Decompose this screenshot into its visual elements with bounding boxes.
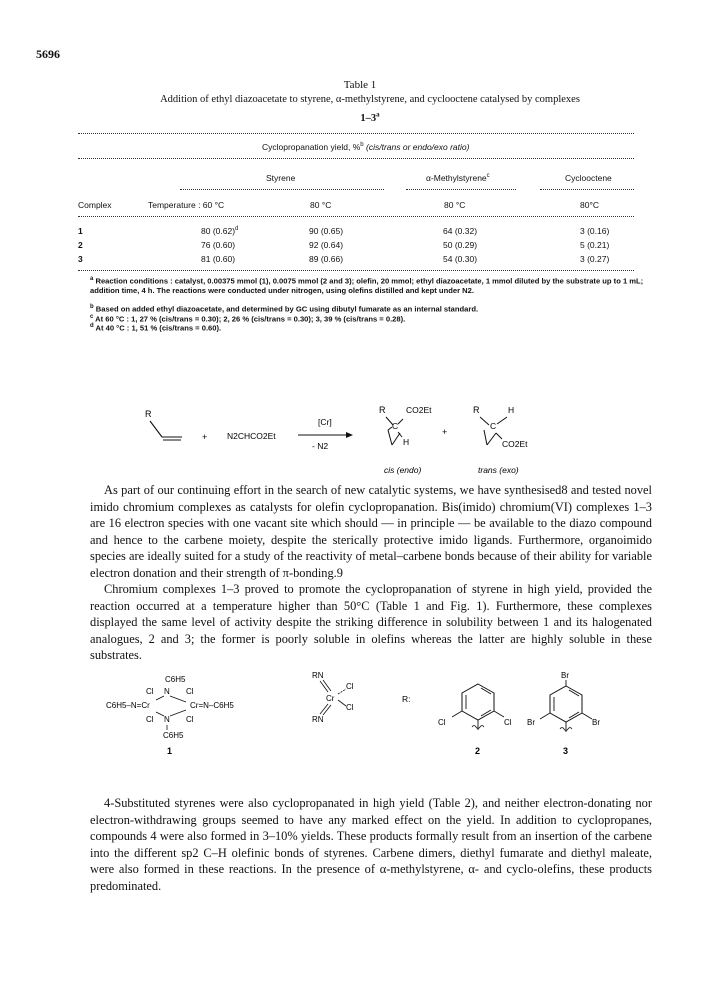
s-rn-bottom: RN [312, 715, 324, 724]
table-rule-top [78, 133, 634, 134]
styrene-subrule [180, 189, 384, 190]
footnote-b: $^b$ Based on added ethyl diazoacetate, and determined by GC using dibutyl fumarate as an internal standard. [90, 304, 479, 314]
scheme-c-2: C [490, 421, 497, 431]
scheme-c-1: C [392, 421, 399, 431]
paragraph-3: 4-Substituted styrenes were also cyclopropanated in high yield (Table 2), and neither electron-donating nor electron-withdrawing groups seemed to have any marked effect on the yield. In addition to cyclopropanes, compounds 4 were also formed in 3–10% yields. These products formally result from an insertion of the carbene into the different sp2 C–H olefinic bonds of styrenes. Carbene dimers, diethyl fumarate and diethyl maleate, were also formed in these reactions. In the presence of α-methylstyrene, α- and cyclo-olefins, these products predominated. [90, 796, 652, 893]
s-cl-bottom: Cl [346, 703, 354, 712]
col-80-methylstyrene: 80 °C [444, 200, 466, 210]
body-paragraphs-top [90, 482, 652, 664]
s1-cl-tr: Cl [186, 687, 194, 696]
scheme-h-2: H [508, 405, 515, 415]
footnote-a: $^a$ Reaction conditions : catalyst, 0.00375 mmol (1), 0.0075 mmol (2 and 3); olefin, 20 mmol; ethyl diazoacetate, 1 mmol diluted by the substrate up to 1 mL; addition time, 4 h. The reactions were conducted under nitrogen, using olefins distilled and kept under N2. [90, 276, 644, 295]
s3-br-left: Br [527, 718, 535, 727]
s-cl-top: Cl [346, 682, 354, 691]
s1-n-top: N [164, 687, 170, 696]
scheme-reagent: N2CHCO2Et [227, 431, 276, 441]
paragraph-2: Chromium complexes 1–3 proved to promote the cyclopropanation of styrene in high yield, provided the reaction occurred at a temperature higher than 50°C (Table 1 and Fig. 1). Furthermore, these complexes displayed the same level of activity despite the striking difference in solubility between 1 and its halogenated analogues, 2 and 3; the former is poorly soluble in olefins whereas the latter are highly soluble in these substrates. [90, 582, 652, 662]
col-cyclooctene: Cyclooctene [565, 173, 612, 183]
table-caption [110, 93, 630, 126]
structures-figure [90, 670, 650, 790]
structure-label-1: 1 [167, 746, 173, 756]
table-label: Table 1 [343, 79, 377, 91]
s3-br-right: Br [592, 718, 600, 727]
scheme-co2et-2: CO2Et [502, 439, 528, 449]
col-complex: Complex [78, 200, 112, 210]
footnote-c: $^c$ At 60 °C : 1, 27 % (cis/trans = 0.30); 2, 26 % (cis/trans = 0.30); 3, 39 % (cis/trans = 0.28). [90, 313, 406, 324]
scheme-r-2: R [379, 405, 386, 415]
caption-line-1: Addition of ethyl diazoacetate to styrene, α-methylstyrene, and cyclooctene catalysed by complexes [160, 94, 580, 105]
scheme-byproduct: - N2 [312, 441, 329, 451]
table-rule-2 [78, 158, 634, 159]
col-styrene: Styrene [266, 173, 296, 183]
cyclooctene-subrule [540, 189, 634, 190]
s-r-colon: R: [402, 694, 411, 704]
header-yield: Cyclopropanation yield, %$^b$ (cis/trans or endo/exo ratio) [262, 142, 470, 152]
scheme-co2et-1: CO2Et [406, 405, 432, 415]
structure-label-2: 2 [475, 746, 481, 756]
s1-cl-bl: Cl [146, 715, 154, 724]
scheme-trans-label: trans (exo) [478, 465, 519, 475]
table-rule-bottom [78, 270, 634, 271]
s1-c6h5-top: C6H5 [165, 675, 186, 684]
col-methylstyrene: α-Methylstyrene$^c$ [426, 173, 490, 183]
scheme-plus-2: + [442, 427, 448, 437]
structure-label-3: 3 [563, 746, 569, 756]
s1-n-bottom: N [164, 715, 170, 724]
caption-sup: a [376, 110, 380, 118]
caption-line-2: 1–3 [360, 112, 377, 124]
s1-cl-tl: Cl [146, 687, 154, 696]
s1-c6h5-bottom: C6H5 [163, 731, 184, 740]
methylstyrene-subrule [406, 189, 516, 190]
s-cr: Cr [326, 694, 335, 703]
s2-cl-left: Cl [438, 718, 446, 727]
page-number: 5696 [36, 47, 60, 61]
scheme-h-1: H [403, 437, 410, 447]
s1-cl-br: Cl [186, 715, 194, 724]
scheme-r-3: R [473, 405, 480, 415]
reaction-scheme [130, 395, 590, 480]
scheme-r-1: R [145, 409, 152, 419]
s1-right-chain: Cr=N–C6H5 [190, 701, 234, 710]
scheme-plus-1: + [202, 432, 208, 442]
col-80-styrene: 80 °C [310, 200, 332, 210]
footnote-d: $^d$ At 40 °C : 1, 51 % (cis/trans = 0.60). [90, 323, 222, 333]
scheme-catalyst: [Cr] [318, 417, 332, 427]
body-paragraphs-bottom [90, 795, 652, 894]
col-80-cyclooctene: 80°C [580, 200, 599, 210]
s2-cl-right: Cl [504, 718, 512, 727]
paragraph-1: As part of our continuing effort in the search of new catalytic systems, we have synthesised8 and tested novel imido chromium complexes as catalysts for olefin cyclopropanation. Bis(imido) chromium(VI) complexes 1–3 are 16 electron species with one vacant site which should — in principle — be available to the diazo compound and hence to the carbene moiety, despite the sterically protective imido ligands. Furthermore, organoimido species are ideally suited for a study of the reactivity of metal–carbene bonds because of their ability for variable electron donation and their strength of π-bonding.9 [90, 483, 652, 580]
table-rule-3 [78, 216, 634, 217]
scheme-cis-label: cis (endo) [384, 465, 422, 475]
s1-left-chain: C6H5–N=Cr [106, 701, 150, 710]
s3-br-top: Br [561, 671, 569, 680]
col-temperature: Temperature : 60 °C [148, 200, 225, 210]
s-rn-top: RN [312, 671, 324, 680]
